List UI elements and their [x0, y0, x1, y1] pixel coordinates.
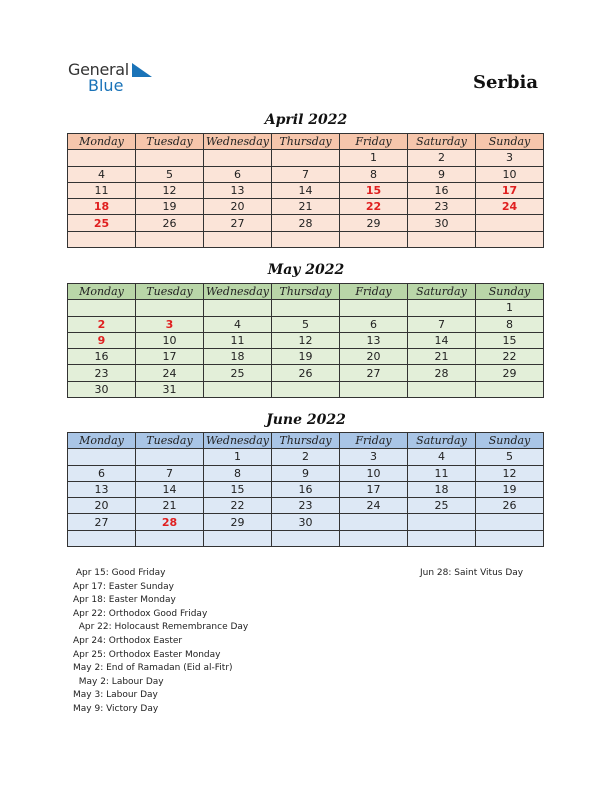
day-cell: 15 [340, 182, 408, 198]
day-cell: 17 [136, 349, 204, 365]
weekday-header: Thursday [272, 433, 340, 449]
day-cell: 13 [68, 481, 136, 497]
holiday-item: Jun 28: Saint Vitus Day [420, 568, 524, 578]
week-row [68, 182, 544, 198]
day-cell: 13 [340, 332, 408, 348]
day-cell: 31 [136, 381, 204, 397]
week-row [68, 381, 544, 397]
month-title-may: May 2022 [267, 262, 345, 278]
week-row [68, 465, 544, 481]
weekday-header-row [68, 433, 544, 449]
day-cell: 24 [340, 498, 408, 514]
weekday-header: Thursday [272, 134, 340, 150]
weekday-header: Monday [68, 433, 136, 449]
holiday-list-left [73, 567, 248, 717]
weekday-header-row [68, 284, 544, 300]
holiday-item: Apr 25: Orthodox Easter Monday [73, 649, 221, 660]
day-cell: 18 [408, 481, 476, 497]
holiday-item: Apr 15: Good Friday [73, 568, 166, 578]
day-cell [68, 449, 136, 465]
day-cell: 6 [204, 166, 272, 182]
day-cell: 25 [204, 365, 272, 381]
weekday-header: Thursday [272, 284, 340, 300]
holiday-item: May 2: Labour Day [73, 676, 164, 687]
day-cell [476, 231, 544, 247]
day-cell: 4 [68, 166, 136, 182]
day-cell: 17 [476, 182, 544, 198]
day-cell: 2 [408, 150, 476, 166]
day-cell [204, 381, 272, 397]
day-cell: 22 [204, 498, 272, 514]
day-cell: 2 [68, 316, 136, 332]
day-cell: 15 [204, 481, 272, 497]
day-cell: 16 [272, 481, 340, 497]
day-cell [136, 150, 204, 166]
day-cell [408, 381, 476, 397]
day-cell: 23 [408, 199, 476, 215]
day-cell [272, 381, 340, 397]
week-row [68, 316, 544, 332]
day-cell: 19 [136, 199, 204, 215]
day-cell [136, 231, 204, 247]
day-cell: 22 [340, 199, 408, 215]
holiday-item: May 3: Labour Day [73, 690, 158, 701]
day-cell [136, 449, 204, 465]
day-cell: 9 [272, 465, 340, 481]
logo-blue-text: Blue [88, 76, 124, 95]
day-cell: 21 [408, 349, 476, 365]
day-cell [204, 530, 272, 546]
weekday-header: Saturday [408, 433, 476, 449]
day-cell: 12 [272, 332, 340, 348]
day-cell: 4 [204, 316, 272, 332]
day-cell [272, 150, 340, 166]
weekday-header: Sunday [476, 134, 544, 150]
weekday-header: Saturday [408, 134, 476, 150]
day-cell [68, 231, 136, 247]
day-cell: 8 [476, 316, 544, 332]
day-cell: 21 [136, 498, 204, 514]
day-cell: 10 [340, 465, 408, 481]
holiday-list-right [420, 567, 523, 581]
weekday-header: Sunday [476, 433, 544, 449]
holiday-item: Apr 24: Orthodox Easter [73, 635, 183, 646]
day-cell: 29 [340, 215, 408, 231]
day-cell [408, 514, 476, 530]
day-cell: 30 [272, 514, 340, 530]
day-cell: 7 [136, 465, 204, 481]
day-cell: 2 [272, 449, 340, 465]
day-cell [476, 381, 544, 397]
day-cell: 3 [340, 449, 408, 465]
day-cell: 19 [476, 481, 544, 497]
day-cell: 14 [408, 332, 476, 348]
week-row [68, 365, 544, 381]
day-cell: 8 [204, 465, 272, 481]
day-cell: 16 [68, 349, 136, 365]
day-cell: 26 [136, 215, 204, 231]
weekday-header: Tuesday [136, 433, 204, 449]
day-cell: 11 [68, 182, 136, 198]
weekday-header: Tuesday [136, 284, 204, 300]
day-cell: 27 [340, 365, 408, 381]
weekday-header: Friday [340, 284, 408, 300]
day-cell: 11 [408, 465, 476, 481]
day-cell [68, 530, 136, 546]
day-cell: 1 [340, 150, 408, 166]
day-cell: 22 [476, 349, 544, 365]
week-row [68, 481, 544, 497]
day-cell: 13 [204, 182, 272, 198]
holiday-item: Apr 22: Holocaust Remembrance Day [73, 622, 249, 633]
day-cell [340, 300, 408, 316]
country-title: Serbia [472, 72, 538, 93]
week-row [68, 231, 544, 247]
week-row [68, 199, 544, 215]
day-cell: 30 [68, 381, 136, 397]
day-cell: 25 [408, 498, 476, 514]
day-cell: 20 [340, 349, 408, 365]
day-cell [204, 300, 272, 316]
week-row [68, 449, 544, 465]
day-cell [68, 300, 136, 316]
day-cell [68, 150, 136, 166]
weekday-header: Wednesday [204, 284, 272, 300]
day-cell: 1 [204, 449, 272, 465]
day-cell: 28 [272, 215, 340, 231]
holiday-item: May 2: End of Ramadan (Eid al-Fitr) [73, 663, 233, 674]
day-cell: 8 [340, 166, 408, 182]
day-cell: 23 [272, 498, 340, 514]
holiday-item: Apr 22: Orthodox Good Friday [73, 608, 208, 619]
day-cell: 9 [68, 332, 136, 348]
day-cell [204, 150, 272, 166]
day-cell: 27 [68, 514, 136, 530]
day-cell: 20 [204, 199, 272, 215]
day-cell: 26 [476, 498, 544, 514]
day-cell: 10 [136, 332, 204, 348]
day-cell: 3 [136, 316, 204, 332]
weekday-header: Saturday [408, 284, 476, 300]
day-cell: 12 [136, 182, 204, 198]
week-row [68, 498, 544, 514]
weekday-header: Wednesday [204, 134, 272, 150]
weekday-header: Monday [68, 284, 136, 300]
day-cell [204, 231, 272, 247]
day-cell [408, 530, 476, 546]
calendar-may [67, 283, 544, 398]
month-title-june: June 2022 [266, 412, 346, 428]
holiday-item: May 9: Victory Day [73, 703, 159, 714]
day-cell: 10 [476, 166, 544, 182]
week-row [68, 150, 544, 166]
day-cell: 28 [136, 514, 204, 530]
day-cell: 20 [68, 498, 136, 514]
day-cell: 5 [476, 449, 544, 465]
day-cell: 24 [136, 365, 204, 381]
day-cell [272, 530, 340, 546]
week-row [68, 530, 544, 546]
weekday-header: Monday [68, 134, 136, 150]
day-cell: 11 [204, 332, 272, 348]
day-cell: 18 [204, 349, 272, 365]
day-cell: 30 [408, 215, 476, 231]
day-cell: 19 [272, 349, 340, 365]
day-cell [340, 381, 408, 397]
day-cell [272, 300, 340, 316]
week-row [68, 349, 544, 365]
weekday-header: Friday [340, 433, 408, 449]
day-cell: 4 [408, 449, 476, 465]
day-cell [136, 300, 204, 316]
week-row [68, 332, 544, 348]
day-cell [136, 530, 204, 546]
weekday-header: Friday [340, 134, 408, 150]
day-cell [340, 514, 408, 530]
day-cell: 24 [476, 199, 544, 215]
day-cell [340, 530, 408, 546]
day-cell: 27 [204, 215, 272, 231]
day-cell: 5 [136, 166, 204, 182]
day-cell [408, 300, 476, 316]
weekday-header-row [68, 134, 544, 150]
day-cell [340, 231, 408, 247]
calendar-june [67, 432, 544, 547]
day-cell: 28 [408, 365, 476, 381]
day-cell [272, 231, 340, 247]
holiday-item: Apr 17: Easter Sunday [73, 581, 174, 592]
day-cell: 9 [408, 166, 476, 182]
week-row [68, 215, 544, 231]
day-cell: 7 [408, 316, 476, 332]
day-cell: 25 [68, 215, 136, 231]
day-cell [476, 215, 544, 231]
day-cell: 6 [68, 465, 136, 481]
day-cell: 3 [476, 150, 544, 166]
day-cell: 1 [476, 300, 544, 316]
day-cell [408, 231, 476, 247]
weekday-header: Wednesday [204, 433, 272, 449]
day-cell: 15 [476, 332, 544, 348]
day-cell [476, 530, 544, 546]
day-cell: 14 [272, 182, 340, 198]
day-cell: 29 [204, 514, 272, 530]
day-cell: 29 [476, 365, 544, 381]
day-cell: 16 [408, 182, 476, 198]
logo-general-text: General [68, 60, 129, 79]
logo-triangle-icon [132, 63, 152, 77]
day-cell: 26 [272, 365, 340, 381]
day-cell: 18 [68, 199, 136, 215]
weekday-header: Sunday [476, 284, 544, 300]
day-cell: 12 [476, 465, 544, 481]
calendar-april [67, 133, 544, 248]
day-cell: 7 [272, 166, 340, 182]
week-row [68, 300, 544, 316]
day-cell: 6 [340, 316, 408, 332]
day-cell: 21 [272, 199, 340, 215]
day-cell: 23 [68, 365, 136, 381]
holiday-item: Apr 18: Easter Monday [73, 595, 176, 606]
day-cell: 5 [272, 316, 340, 332]
week-row [68, 514, 544, 530]
day-cell: 17 [340, 481, 408, 497]
day-cell: 14 [136, 481, 204, 497]
weekday-header: Tuesday [136, 134, 204, 150]
day-cell [476, 514, 544, 530]
week-row [68, 166, 544, 182]
month-title-april: April 2022 [264, 112, 348, 128]
